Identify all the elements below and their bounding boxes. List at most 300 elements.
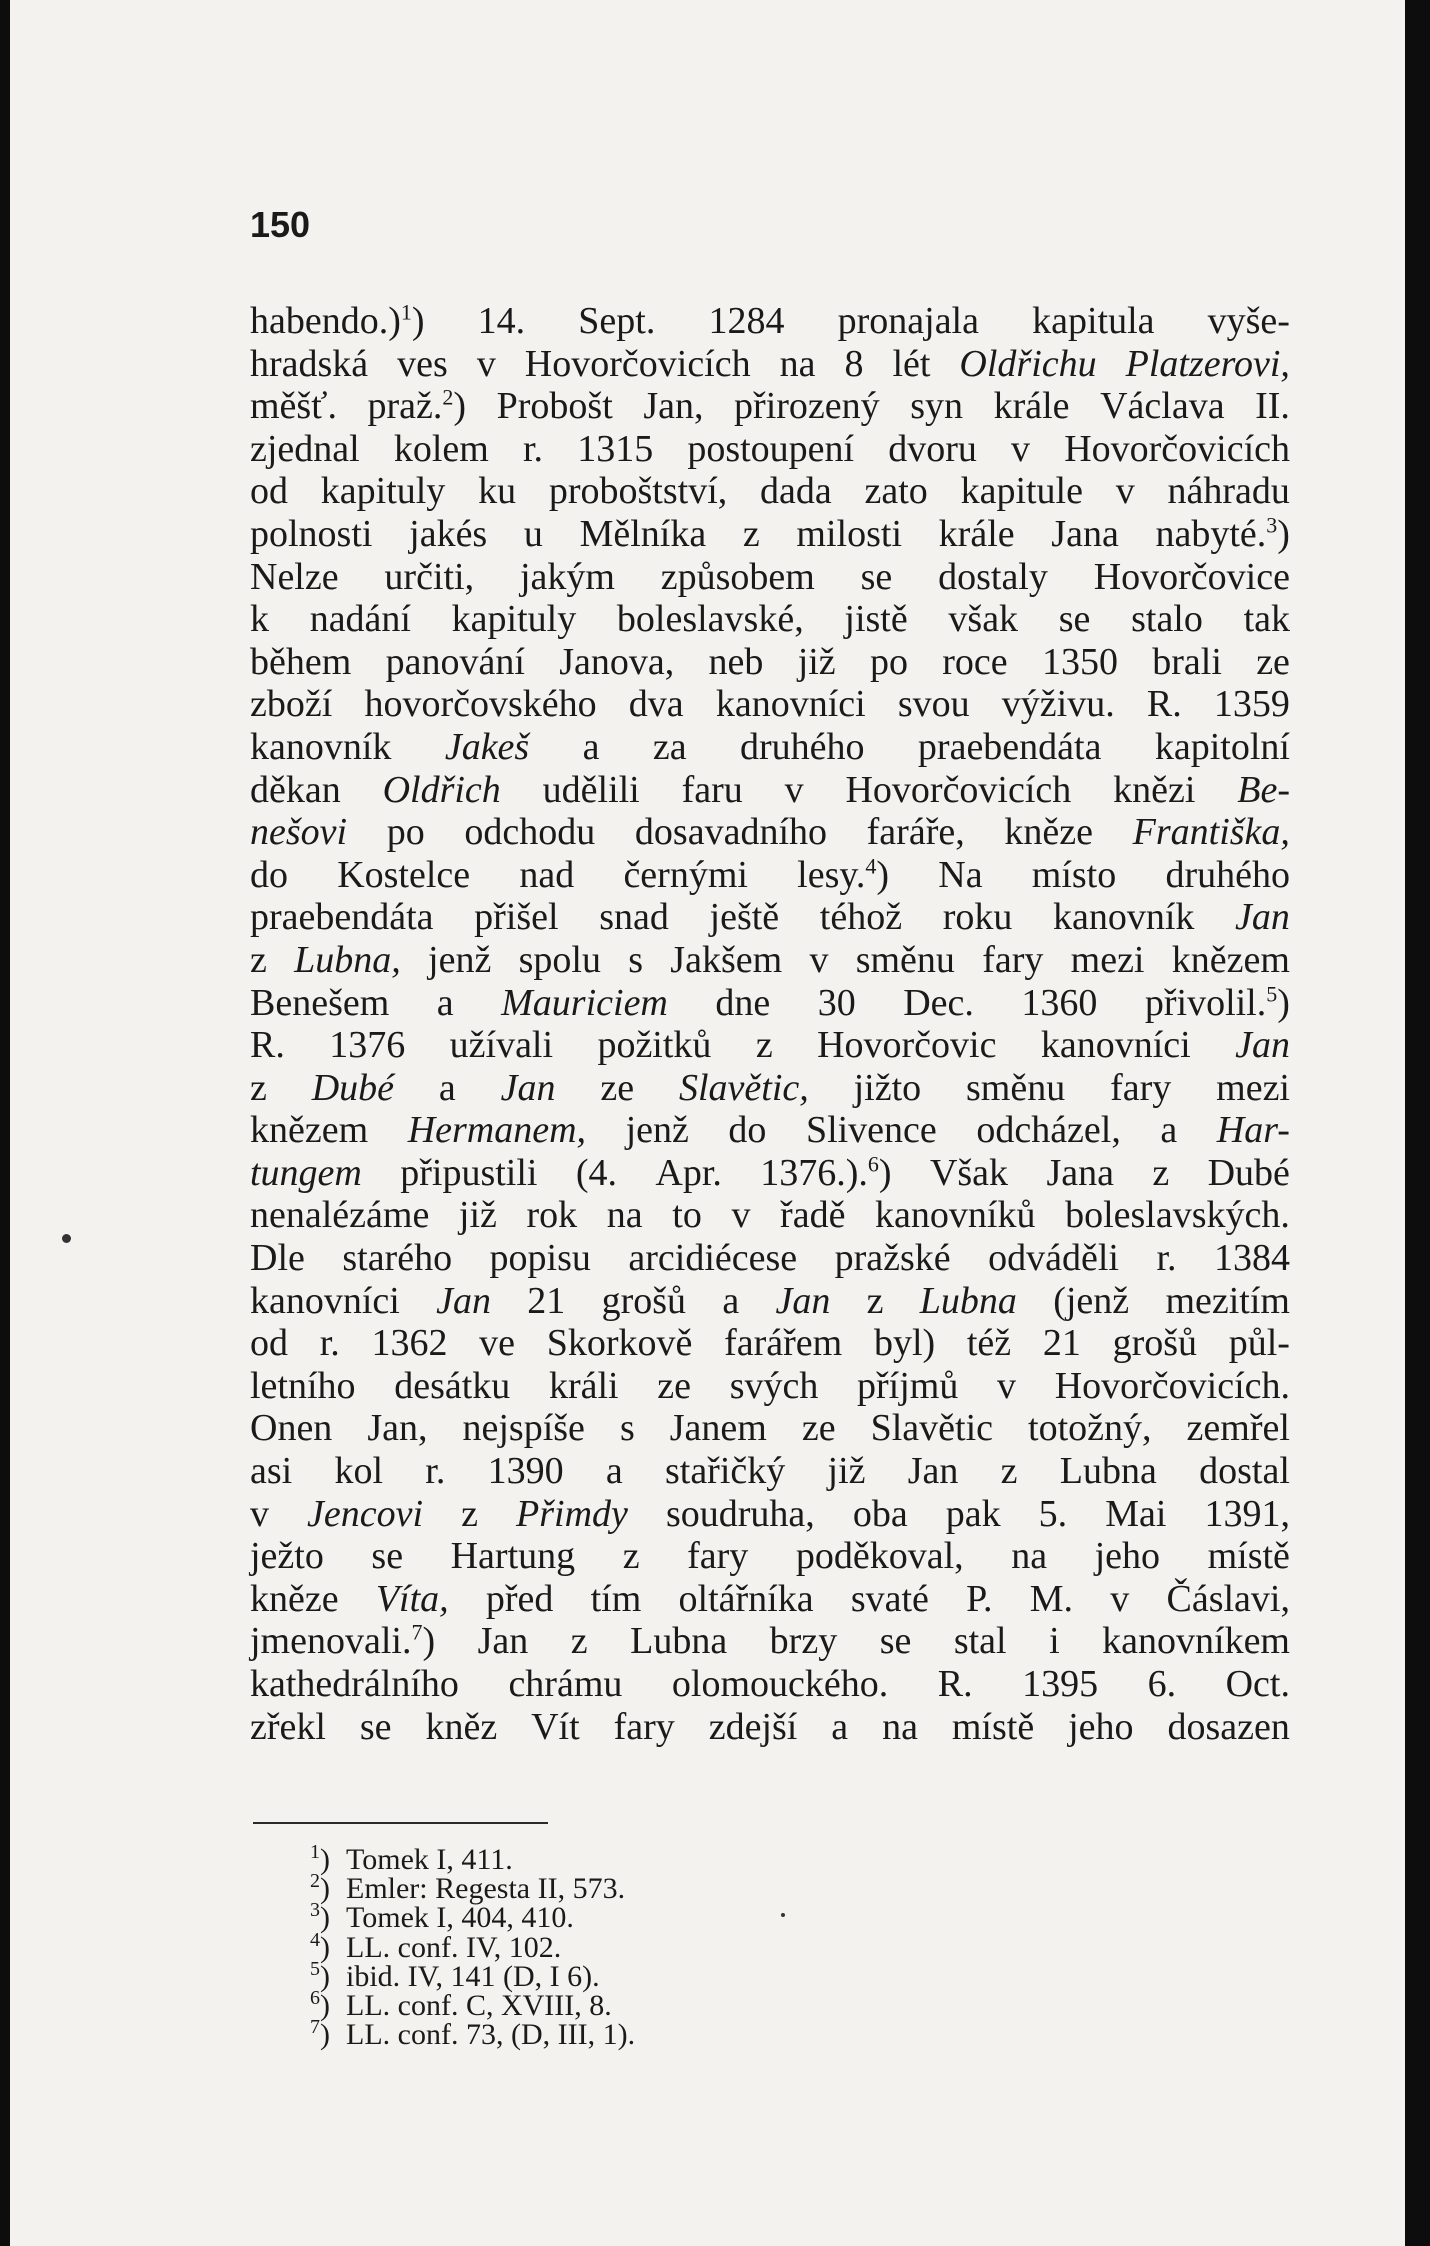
word [250, 1578, 339, 1621]
word-text: odváděli [988, 1237, 1119, 1280]
word [1208, 300, 1290, 343]
word [250, 683, 332, 726]
word-text: svou [897, 683, 970, 726]
word [1156, 513, 1290, 556]
word-text: kanovníkem [1102, 1620, 1290, 1663]
word-text: po [869, 640, 908, 683]
word-text: na [606, 1194, 643, 1237]
word-text: grošů [601, 1279, 687, 1322]
word [250, 811, 347, 854]
footnote-separator [253, 1822, 548, 1824]
word-text: ) [1277, 981, 1290, 1024]
word-text: dosavadního [634, 811, 827, 854]
word-text: nadání [309, 598, 411, 641]
word [687, 428, 854, 471]
word-text: byl) [873, 1322, 936, 1365]
word-text: v [1115, 470, 1135, 513]
word-text: proboštství, [548, 470, 728, 513]
word [549, 470, 727, 513]
word [394, 1365, 510, 1408]
word-text: R. [250, 1024, 285, 1067]
word [1068, 1706, 1133, 1749]
word-text: farářem [724, 1322, 843, 1365]
word [756, 1024, 773, 1067]
word-text: praebendáta [917, 725, 1102, 768]
word-text: jenž [625, 1109, 689, 1152]
word-text: směnu [966, 1066, 1066, 1109]
word [710, 896, 780, 939]
word-text: odcházel, [976, 1109, 1121, 1152]
word [1165, 1280, 1290, 1323]
word-text: Janem [669, 1407, 767, 1450]
word-text: Jana [1046, 1151, 1114, 1194]
word-text: již [458, 1194, 497, 1237]
word [796, 513, 902, 556]
word-text: Hovorčovicích [1064, 427, 1290, 470]
word-text: roku [942, 896, 1013, 939]
word-text: přirozený [734, 385, 880, 428]
word [250, 854, 288, 897]
word-text: kanovník [250, 725, 392, 768]
word-text: boleslavských. [1065, 1194, 1290, 1237]
word-text: Hovorčovic [817, 1024, 997, 1067]
word [1095, 1535, 1160, 1578]
footnotes [310, 1841, 910, 2052]
word [547, 1322, 693, 1365]
word [250, 598, 269, 641]
word [250, 1407, 332, 1450]
word [559, 641, 674, 684]
word [250, 641, 351, 684]
word-text: poděkoval, [795, 1535, 964, 1578]
word [1060, 1450, 1157, 1493]
word-text: Hovorčovice [1093, 555, 1290, 598]
word [920, 1280, 1017, 1323]
word-text: i [1049, 1620, 1060, 1663]
word [250, 1706, 326, 1749]
word-text: příjmů [857, 1364, 959, 1407]
word [997, 1365, 1016, 1408]
word-text: již [827, 1450, 866, 1493]
word-text: spolu [518, 938, 601, 981]
word-text: Václava [1100, 385, 1225, 428]
word-text: R. [1146, 683, 1182, 726]
word [1100, 385, 1224, 428]
word-text: nejspíše [462, 1407, 585, 1450]
footnote-mark-number: 3 [310, 1899, 320, 1922]
italic-word: Mauriciem [501, 981, 668, 1024]
word [870, 641, 908, 684]
word [602, 1280, 686, 1323]
word [943, 896, 1013, 939]
word [880, 1620, 912, 1663]
word-text: dostaly [938, 555, 1048, 598]
word [250, 300, 425, 343]
word-text: letního [250, 1364, 356, 1407]
word-text: krále [993, 385, 1070, 428]
word [867, 811, 965, 854]
word-text: P. [966, 1577, 993, 1620]
word-text: nad [519, 853, 575, 896]
word [938, 854, 982, 897]
word-text: grošů [1112, 1322, 1198, 1365]
word [938, 1663, 973, 1706]
word-text: 21 [527, 1279, 566, 1322]
word-text: totožný, [1028, 1407, 1152, 1450]
word [672, 1194, 702, 1237]
word [1046, 1152, 1114, 1195]
footnote-mark-number: 1 [310, 1841, 320, 1863]
word-text: nabyté. [1155, 512, 1267, 555]
word [775, 1280, 830, 1323]
word [486, 1578, 554, 1621]
word [831, 1706, 848, 1749]
word [614, 1706, 675, 1749]
text-line [250, 1663, 1290, 1706]
text-line [250, 1237, 1290, 1280]
word [371, 1535, 403, 1578]
word [250, 1194, 429, 1237]
word [520, 556, 615, 599]
word-text: ve [479, 1322, 516, 1365]
word [687, 1535, 748, 1578]
word [250, 1067, 267, 1110]
word-text: kanovníci [250, 1279, 400, 1322]
word-text: zemřel [1186, 1407, 1290, 1450]
word-text: z [250, 938, 267, 981]
word [250, 726, 391, 769]
word [828, 1450, 866, 1493]
word-text: Skorkově [546, 1322, 693, 1365]
word-text: z [1152, 1151, 1170, 1194]
word [1055, 1365, 1290, 1408]
word [1126, 343, 1290, 386]
text-line [250, 939, 1290, 982]
word [1148, 1663, 1177, 1706]
word [1226, 1663, 1290, 1706]
word-text: Však [929, 1151, 1009, 1194]
word-text: jmenovali. [250, 1620, 412, 1663]
word-text: Lubna [1059, 1450, 1157, 1493]
word-text: děkan [250, 768, 341, 811]
word [342, 1237, 452, 1280]
footnote-mark: $^5$) [310, 1957, 330, 1993]
word-text: požitků [597, 1024, 712, 1067]
word [1065, 1194, 1290, 1237]
word-text: do [728, 1109, 767, 1152]
word-text: syn [910, 385, 964, 428]
word [1255, 385, 1290, 428]
italic-word: Oldřichu [959, 342, 1097, 385]
word [523, 428, 543, 471]
word [910, 385, 963, 428]
italic-word: tungem [250, 1151, 362, 1194]
word-text: 1376 [329, 1024, 406, 1067]
word [527, 1280, 565, 1323]
word-text: z [866, 1279, 884, 1322]
word-text: boleslavské, [616, 598, 804, 641]
italic-word: Be- [1237, 768, 1290, 811]
word-text: starého [342, 1237, 453, 1280]
word [606, 1450, 623, 1493]
word-text: se [860, 555, 893, 598]
word-text: hradská [250, 342, 369, 385]
word-text: knězem [1171, 938, 1290, 981]
word [938, 556, 1048, 599]
word-text: polnosti [250, 512, 373, 555]
word [250, 1322, 288, 1365]
footnote [310, 2016, 910, 2052]
footnote [310, 1986, 910, 2022]
word-text: Jana [1051, 512, 1119, 555]
word [670, 939, 782, 982]
word-text: též [966, 1322, 1012, 1365]
word-text: neb [708, 640, 764, 683]
word [450, 1024, 553, 1067]
word [1049, 1620, 1060, 1663]
word [250, 982, 389, 1025]
word [1043, 1322, 1081, 1365]
word-text: a [438, 1066, 456, 1109]
word-text: 1376.). [760, 1151, 868, 1194]
word [1217, 1109, 1290, 1152]
footnote-ref: 1 [400, 299, 412, 325]
word-text: odchodu [464, 811, 596, 854]
word-text: k [250, 598, 269, 641]
word [672, 1663, 888, 1706]
italic-word: Jan [1235, 896, 1290, 939]
word [250, 343, 368, 386]
footnote [310, 1928, 910, 1964]
word [508, 1663, 622, 1706]
text-line [250, 854, 1290, 897]
word [1237, 769, 1290, 812]
word-text: kathedrálního [250, 1663, 459, 1705]
word [743, 513, 760, 556]
word-text: svaté [850, 1577, 929, 1620]
body-text [250, 300, 1290, 1748]
word [1032, 300, 1154, 343]
word-text: během [250, 640, 352, 683]
word [809, 939, 828, 982]
word-text: kapituly [320, 470, 446, 513]
word-text: praž. [367, 385, 443, 428]
word [1113, 1322, 1197, 1365]
word [798, 641, 836, 684]
word-text: Jan [907, 1450, 959, 1493]
word [1165, 854, 1290, 897]
word-text: užívali [449, 1024, 554, 1067]
word [716, 683, 866, 726]
word-text: popisu [489, 1237, 591, 1280]
word [780, 343, 816, 386]
word [571, 1620, 588, 1663]
word-text: jakým [519, 555, 615, 598]
word [635, 811, 827, 854]
word-text: ) [422, 1620, 436, 1663]
word [1094, 556, 1290, 599]
word [474, 896, 558, 939]
footnote-text: ibid. IV, 141 (D, I 6). [346, 1959, 600, 1993]
word [1216, 1067, 1290, 1110]
word [1145, 982, 1290, 1025]
word [844, 598, 907, 641]
word-text: vyše- [1207, 300, 1290, 342]
word-text: a [605, 1450, 623, 1493]
word-text: Čáslavi, [1166, 1577, 1290, 1620]
word-text: v [784, 768, 804, 811]
word-text: Onen [250, 1407, 333, 1450]
footnote-mark-number: 2 [310, 1870, 320, 1893]
word [312, 1067, 394, 1110]
word [1244, 598, 1290, 641]
word-text: Janova, [559, 640, 675, 683]
word-text: Hovorčovicích. [1054, 1364, 1290, 1407]
word [1102, 1620, 1290, 1663]
word-text: jenž [428, 938, 492, 981]
word-text: 8 [844, 342, 864, 385]
footnote-text: Tomek I, 411. [346, 1843, 513, 1876]
word-text: kněze [250, 1577, 339, 1620]
word [630, 1620, 727, 1663]
word-text: ) [1277, 512, 1290, 555]
word [820, 896, 902, 939]
word-text: dosazen [1167, 1705, 1290, 1748]
text-line [250, 1194, 1290, 1237]
footnote-mark: $^6$) [310, 1986, 330, 2022]
word [861, 556, 893, 599]
footnote [310, 1841, 910, 1876]
word-text: dostal [1199, 1450, 1290, 1493]
word [1199, 1450, 1290, 1493]
word [436, 1280, 491, 1323]
word [250, 939, 267, 982]
word [516, 1493, 628, 1536]
word [709, 641, 764, 684]
word [1105, 1493, 1166, 1536]
word [715, 982, 770, 1025]
word-text: nenalézáme [250, 1194, 430, 1237]
word-text: určiti, [384, 555, 475, 598]
footnote-text: LL. conf. 73, (D, III, 1). [346, 2018, 636, 2052]
word [463, 1407, 585, 1450]
word-text: Jan [477, 1620, 529, 1663]
word-text: druhého [740, 725, 865, 768]
word-text: se [879, 1620, 912, 1663]
word [250, 1365, 356, 1408]
word-text: z [622, 1535, 640, 1578]
word [387, 811, 425, 854]
word-text: stal [953, 1620, 1007, 1663]
word [578, 300, 655, 343]
text-line [250, 1365, 1290, 1408]
word-text: kanovníků [875, 1194, 1036, 1237]
italic-word: Slavětic, [678, 1066, 809, 1109]
word [882, 1706, 918, 1749]
word-text: půl- [1228, 1322, 1290, 1365]
word [577, 428, 653, 471]
word [478, 470, 516, 513]
word-text: a [722, 1279, 740, 1322]
footnote-mark-number: 6 [310, 1986, 320, 2009]
word [360, 1706, 392, 1749]
word-text: to [672, 1194, 702, 1237]
book-page [10, 0, 1405, 2246]
word [967, 1322, 1011, 1365]
word-text: dvoru [888, 427, 977, 470]
word-text: Kostelce [337, 853, 471, 896]
word [543, 769, 640, 812]
word-text: brzy [769, 1620, 838, 1663]
word [1172, 939, 1290, 982]
word-text: zjednal [250, 427, 360, 470]
text-line [250, 726, 1290, 769]
word-text: knězem [250, 1109, 369, 1152]
word-text: fary [687, 1535, 749, 1578]
word-text: však [948, 598, 1019, 641]
footnote-mark: $^4$) [310, 1928, 330, 1964]
word [740, 726, 865, 769]
footnote-ref: 3 [1266, 512, 1278, 538]
word-text: 1359 [1213, 683, 1290, 726]
footnote-ref: 5 [1266, 980, 1278, 1006]
word [368, 385, 467, 428]
word-text: v [476, 342, 496, 385]
word [857, 1365, 958, 1408]
word-text: u [523, 512, 543, 555]
word [479, 1322, 515, 1365]
word-text: mezi [1216, 1066, 1290, 1109]
word [329, 1024, 405, 1067]
word-text: kolem [393, 427, 489, 470]
word-text: kapitula [1032, 300, 1155, 342]
word-text: králi [548, 1364, 619, 1407]
footnote-mark: $^1$) [310, 1841, 330, 1876]
word [519, 939, 601, 982]
word-text: s [628, 938, 644, 981]
italic-word: Jencovi [307, 1492, 424, 1535]
word [728, 1109, 766, 1152]
word [1110, 1067, 1171, 1110]
text-line [250, 300, 1290, 343]
footnote-ref: 7 [411, 1619, 423, 1645]
word-text: se [359, 1705, 392, 1748]
word [490, 1237, 591, 1280]
word-text: knězi [1113, 768, 1196, 811]
word [376, 1578, 449, 1621]
word-text: a [1160, 1109, 1178, 1152]
word [1166, 1578, 1289, 1621]
word [497, 385, 613, 428]
word [1028, 1407, 1151, 1450]
word-text: z [1000, 1450, 1018, 1493]
word-text: ze [600, 1066, 635, 1109]
footnote-mark: $^2$) [310, 1870, 330, 1906]
word [1113, 769, 1195, 812]
text-line [250, 1322, 1290, 1365]
word-text: Hovorčovicích [845, 768, 1072, 811]
text-line [250, 598, 1290, 641]
footnote-mark: $^7$) [310, 2016, 330, 2052]
word [845, 769, 1071, 812]
word [488, 1450, 564, 1493]
word [875, 1194, 1035, 1237]
word-text: Mělníka [579, 512, 707, 555]
word [1152, 1152, 1169, 1195]
word [461, 1493, 478, 1536]
word [1059, 598, 1091, 641]
word-text: chrámu [508, 1663, 623, 1705]
